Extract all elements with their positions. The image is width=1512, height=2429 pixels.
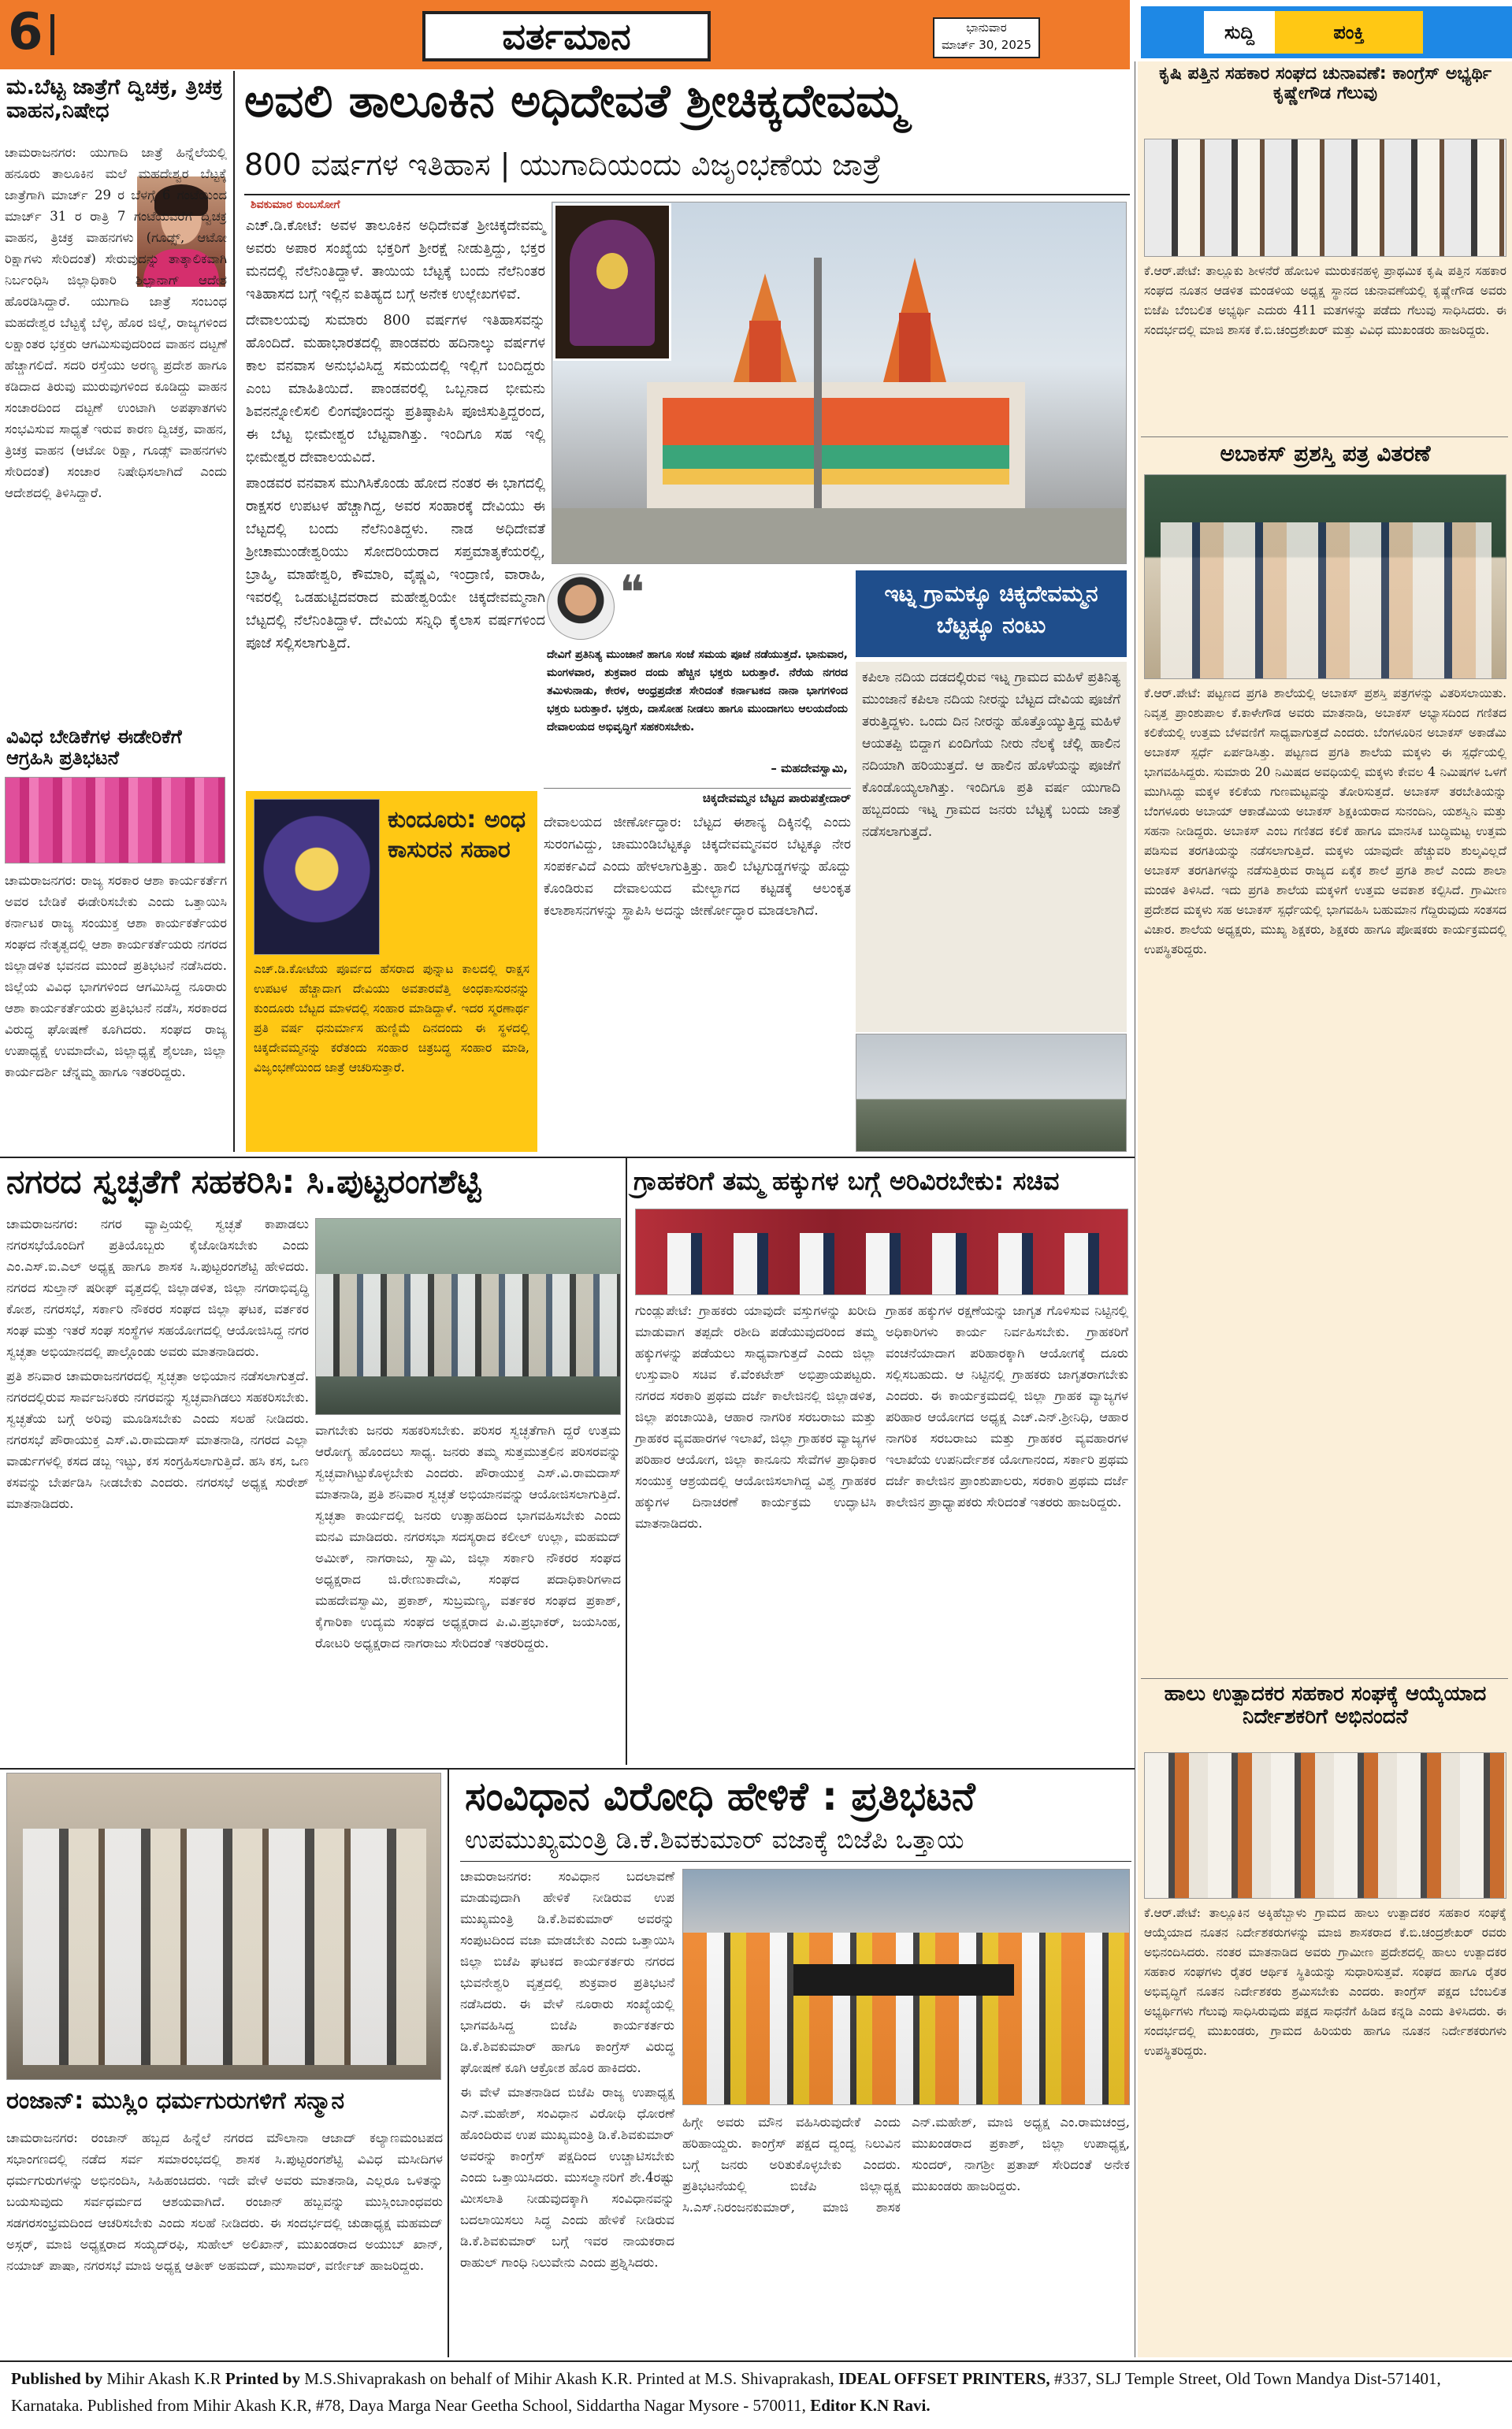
protesters-shape — [683, 1933, 1130, 2105]
clean-city-headline: ನಗರದ ಸ್ವಚ್ಛತೆಗೆ ಸಹಕರಿಸಿ: ಸಿ.ಪುಟ್ಟರಂಗಶೆಟ್ಟಿ — [6, 1162, 481, 1201]
sidebar-story1-text: ಕೆ.ಆರ್.ಪೇಟೆ: ತಾಲ್ಲೂಕು ಶೀಳನೆರೆ ಹೋಬಳಿ ಮುರುಕನಹಳ್ಳಿ ಪ್ರಾಥಮಿಕ ಕೃಷಿ ಪತ್ತಿನ ಸಹಕಾರ ಸಂಘದ ನೂತನ ಆಡಳಿತ ಮಂಡಳಿಯ ಅಧ್ಯಕ್ಷ ಸ್ಥಾನದ ಚುನಾವಣೆಯಲ್ಲಿ ಕೃಷ್ಣೇಗೌಡ ಅವರು ಬಿಜೆಪಿ ಬೆಂಬಲಿತ ಅಭ್ಯರ್ಥಿ ಎದುರು 411 ಮತಗಳನ್ನು ಪಡೆದು ಗೆಲುವು ಸಾಧಿಸಿದರು. ಈ ಸಂದರ್ಭದಲ್ಲಿ ಮಾಜಿ ಶಾಸಕ ಕೆ.ಬಿ.ಚಂದ್ರಶೇಖರ್ ಮತ್ತು ವಿವಿಧ ಮುಖಂಡರು ಹಾಜರಿದ್ದರು. — [1144, 264, 1506, 337]
pull-quote-caption: ಚಿಕ್ಕದೇವಮ್ಮನ ಬೆಟ್ಟದ ಪಾರುಪತ್ತೇದಾರ್ — [702, 791, 851, 805]
clean-city-text-col1 — [6, 1213, 309, 1765]
divider — [1141, 1678, 1508, 1679]
constitution-headline: ಸಂವಿಧಾನ ವಿರೋಧಿ ಹೇಳಿಕೆ : ಪ್ರತಿಭಟನೆ — [465, 1773, 975, 1819]
quote-mark-icon: ❝ — [619, 570, 645, 621]
issue-day: ಭಾನುವಾರ — [966, 20, 1007, 35]
sidebar-story2-text: ಕೆ.ಆರ್.ಪೇಟೆ: ಪಟ್ಟಣದ ಪ್ರಗತಿ ಶಾಲೆಯಲ್ಲಿ ಅಬಾಕಸ್ ಪ್ರಶಸ್ತಿ ಪತ್ರಗಳನ್ನು ವಿತರಿಸಲಾಯಿತು. ನಿವೃತ್ತ ಪ್ರಾಂಶುಪಾಲ ಕೆ.ಕಾಳೇಗೌಡ ಅವರು ಮಾತನಾಡಿ, ಅಬಾಕಸ್ ಅಭ್ಯಾಸದಿಂದ ಗಣಿತದ ಕಲಿಕೆಯಲ್ಲಿ ಉತ್ತಮ ಬೆಳವಣಿಗೆ ಸಾಧ್ಯವಾಗುತ್ತದೆ ಎಂದರು. ಬೆಂಗಳೂರಿನ ಅಬಾಕಸ್ ಅಕಾಡೆಮಿ ಅಬಾಕಸ್ ಸ್ಪರ್ಧೆ ಏರ್ಪಡಿಸಿತ್ತು. ಪಟ್ಟಣದ ಪ್ರಗತಿ ಶಾಲೆಯ ಮಕ್ಕಳು ಈ ಸ್ಪರ್ಧೆಯಲ್ಲಿ ಭಾಗವಹಿಸಿದ್ದರು. ಸುಮಾರು 20 ನಿಮಿಷದ ಅವಧಿಯಲ್ಲಿ ಮಕ್ಕಳು ಕೇವಲ 4 ನಿಮಿಷಗಳ ಒಳಗೆ ಮುಗಿಸಿದ್ದು ಮಕ್ಕಳ ಕಲಿಕೆಯ ಗುಣಮಟ್ಟವನ್ನು ತೋರಿಸುತ್ತದೆ. ಅಬಾಕಸ್ ತರಬೇತಿಯನ್ನು ಬೆಂಗಳೂರು ಅಬಾಯ್ ಆಕಾಡೆಮಿಯ ಅಬಾಕಸ್ ಶಿಕ್ಷಕಿಯರಾದ ಸುನಂದಿನಿ, ಯಶಸ್ವಿನಿ ಮತ್ತು ಸಹನಾ ನೀಡಿದ್ದರು. ಅಬಾಕಸ್ ಎಂಬ ಗಣಿತದ ಕಲಿಕೆ ಹಾಗೂ ಮಾನಸಿಕ ಬುದ್ಧಿಮಟ್ಟ ಉತ್ತಮ ಪಡಿಸುವ ತರಗತಿಯನ್ನು ನಡೆಸಲಾಗುತ್ತಿದೆ. ಮಕ್ಕಳು ಯಾವುದೇ ಹೆಚ್ಚುವರಿ ಶುಲ್ಕವಿಲ್ಲದೆ ಅಬಾಕಸ್ ತರಗತಿಗಳನ್ನು ನಡೆಸುತ್ತಿರುವ ರಾಜ್ಯದ ಏಕೈಕ ಶಾಲೆ ಪ್ರಗತಿ ಶಾಲೆ ಎಂದು ಶಾಲಾ ಮಂಡಳಿ ತಿಳಿಸಿದೆ. ಇದು ಪ್ರಗತಿ ಶಾಲೆಯ ಮಕ್ಕಳಿಗೆ ಉತ್ತಮ ಅವಕಾಶ ಕಲ್ಪಿಸಿದೆ. ಗ್ರಾಮೀಣ ಪ್ರದೇಶದ ಮಕ್ಕಳು ಸಹ ಅಬಾಕಸ್ ಸ್ಪರ್ಧೆಯಲ್ಲಿ ಭಾಗವಹಿಸಿ ಬಹುಮಾನ ಗೆದ್ದಿರುವುದು ಸಂತಸದ ವಿಚಾರ. ಶಾಲೆಯ ಅಧ್ಯಕ್ಷರು, ಮುಖ್ಯ ಶಿಕ್ಷಕರು, ಶಿಕ್ಷಕರು ಹಾಗೂ ಪೋಷಕರು ಕಾರ್ಯಕ್ರಮದಲ್ಲಿ ಉಪಸ್ಥಿತರಿದ್ದರು. — [1144, 686, 1506, 956]
footer-printer: IDEAL OFFSET PRINTERS, — [838, 2369, 1050, 2388]
consumer-text-col1: ಗುಂಡ್ಲುಪೇಟೆ: ಗ್ರಾಹಕರು ಯಾವುದೇ ವಸ್ತುಗಳನ್ನು ಖರೀದಿ ಮಾಡುವಾಗ ತಪ್ಪದೇ ರಶೀದಿ ಪಡೆಯುವುದರಿಂದ ತಮ್ಮ ಹಕ್ಕುಗಳನ್ನು ಪಡೆಯಲು ಸಾಧ್ಯವಾಗುತ್ತದೆ ಎಂದು ಜಿಲ್ಲಾ ಉಸ್ತುವಾರಿ ಸಚಿವ ಕೆ.ವೆಂಕಟೇಶ್ ಅಭಿಪ್ರಾಯಪಟ್ಟರು. ನಗರದ ಸರಕಾರಿ ಪ್ರಥಮ ದರ್ಜೆ ಕಾಲೇಜಿನಲ್ಲಿ ಜಿಲ್ಲಾಡಳಿತ, ಜಿಲ್ಲಾ ಪಂಚಾಯಿತಿ, ಆಹಾರ ನಾಗರಿಕ ಸರಬರಾಜು ಮತ್ತು ಗ್ರಾಹಕರ ವ್ಯವಹಾರಗಳ ಇಲಾಖೆ, ಜಿಲ್ಲಾ ಗ್ರಾಹಕರ ವ್ಯಾಜ್ಯಗಳ ಪರಿಹಾರ ಆಯೋಗ, ಜಿಲ್ಲಾ ಕಾನೂನು ಸೇವೆಗಳ ಪ್ರಾಧಿಕಾರ ಸಂಯುಕ್ತ ಆಶ್ರಯದಲ್ಲಿ ಆಯೋಜಿಸಲಾಗಿದ್ದ ವಿಶ್ವ ಗ್ರಾಹಕರ ಹಕ್ಕುಗಳ ದಿನಾಚರಣೆ ಕಾರ್ಯಕ್ರಮ ಉದ್ಘಾಟಿಸಿ ಮಾತನಾಡಿದರು. — [635, 1303, 876, 1531]
election-winners-photo — [1144, 139, 1506, 257]
masthead-bar — [0, 0, 1130, 69]
village-box-text: ಕಪಿಲಾ ನದಿಯ ದಡದಲ್ಲಿರುವ ಇಟ್ನ ಗ್ರಾಮದ ಮಹಿಳೆ ಪ್ರತಿನಿತ್ಯ ಮುಂಜಾನೆ ಕಪಿಲಾ ನದಿಯ ನೀರನ್ನು ಬೆಟ್ಟದ ದೇವಿಯ ಪೂಜೆಗೆ ತರುತ್ತಿದ್ದಳು. ಒಂದು ದಿನ ನೀರನ್ನು ಹೊತ್ತೊಯ್ಯುತ್ತಿದ್ದ ಮಹಿಳೆ ಆಯತಪ್ಪಿ ಬಿದ್ದಾಗ ಏಂದಿಗೆಯ ನೀರು ನೆಲಕ್ಕೆ ಚೆಲ್ಲಿ ಹಾಲಿನ ನದಿಯಾಗಿ ಹರಿಯುತ್ತದೆ. ಆ ಹಾಲಿನ ಹೊಳೆಯನ್ನು ಪೂಜೆಗೆ ಕೊಂಡೊಯ್ಯಲಾಗಿತ್ತು. ಇಂದಿಗೂ ಪ್ರತಿ ವರ್ಷ ಯುಗಾದಿ ಹಬ್ಬದಂದು ಇಟ್ನ ಗ್ರಾಮದ ಜನರು ಬೆಟ್ಟಕ್ಕೆ ಬಂದು ಜಾತ್ರೆ ನಡೆಸಲಾಗುತ್ತದೆ. — [856, 662, 1127, 1032]
sidebar-title-word1: ಸುದ್ದಿ — [1224, 21, 1255, 43]
clean-city-para1: ಚಾಮರಾಜನಗರ: ನಗರ ವ್ಯಾಪ್ತಿಯಲ್ಲಿ ಸ್ವಚ್ಛತೆ ಕಾಪಾಡಲು ನಗರಸಭೆಯೊಂದಿಗೆ ಪ್ರತಿಯೊಬ್ಬರು ಕೈಜೋಡಿಸಬೇಕು ಎಂದು ಎಂ.ಎಸ್.ಐ.ಎಲ್ ಅಧ್ಯಕ್ಷ ಹಾಗೂ ಶಾಸಕ ಸಿ.ಪುಟ್ಟರಂಗಶೆಟ್ಟಿ ಹೇಳಿದರು. ನಗರದ ಸುಲ್ತಾನ್ ಷರೀಫ್ ವೃತ್ತದಲ್ಲಿ ಜಿಲ್ಲಾಡಳಿತ, ಜಿಲ್ಲಾ ನಗರಾಭಿವೃದ್ಧಿ ಕೋಶ, ನಗರಸಭೆ, ಸರ್ಕಾರಿ ನೌಕರರ ಸಂಘದ ಜಿಲ್ಲಾ ಘಟಕ, ವರ್ತಕರ ಸಂಘ ಮತ್ತು ಇತರೆ ಸಂಘ ಸಂಸ್ಥೆಗಳ ಸಹಯೋಗದಲ್ಲಿ ಆಯೋಜಿಸಿದ್ದ ನಗರ ಸ್ವಚ್ಛತಾ ಅಭಿಯಾನದಲ್ಲಿ ಪಾಲ್ಗೊಂಡು ಅವರು ಮಾತನಾಡಿದರು. — [6, 1216, 309, 1359]
issue-date: ಮಾರ್ಚ್ 30, 2025 — [941, 38, 1031, 52]
abacus-award-photo — [1144, 474, 1506, 679]
footer-editor: Editor K.N Ravi. — [810, 2396, 931, 2415]
consumer-headline: ಗ್ರಾಹಕರಿಗೆ ತಮ್ಮ ಹಕ್ಕುಗಳ ಬಗ್ಗೆ ಅರಿವಿರಬೇಕು: ಸಚಿವ — [633, 1166, 1060, 1196]
constitution-para2: ಈ ವೇಳೆ ಮಾತನಾಡಿದ ಬಿಜೆಪಿ ರಾಜ್ಯ ಉಪಾಧ್ಯಕ್ಷ ಎನ್.ಮಹೇಶ್, ಸಂವಿಧಾನ ವಿರೋಧಿ ಧೋರಣೆ ಹೊಂದಿರುವ ಉಪ ಮುಖ್ಯಮಂತ್ರಿ ಡಿ.ಕೆ.ಶಿವಕುಮಾರ್ ಅವರನ್ನು ಕಾಂಗ್ರೆಸ್ ಪಕ್ಷದಿಂದ ಉಚ್ಚಾಟಿಸಬೇಕು ಎಂದು ಒತ್ತಾಯಿಸಿದರು. ಮುಸಲ್ಮಾನರಿಗೆ ಶೇ.4ರಷ್ಟು ಮೀಸಲಾತಿ ನೀಡುವುದಕ್ಕಾಗಿ ಸಂವಿಧಾನವನ್ನು ಬದಲಾಯಿಸಲು ಸಿದ್ಧ ಎಂದು ಹೇಳಿಕೆ ನೀಡಿರುವ ಡಿ.ಕೆ.ಶಿವಕುಮಾರ್ ಬಗ್ಗೆ ಇವರ ನಾಯಕರಾದ ರಾಹುಲ್ ಗಾಂಧಿ ನಿಲುವೇನು ಎಂದು ಪ್ರಶ್ನಿಸಿದರು. — [460, 2085, 674, 2270]
goddess-idol-photo — [553, 203, 671, 361]
pull-quote-box — [544, 570, 851, 788]
constitution-para1: ಚಾಮರಾಜನಗರ: ಸಂವಿಧಾನ ಬದಲಾವಣೆ ಮಾಡುವುದಾಗಿ ಹೇಳಿಕೆ ನೀಡಿರುವ ಉಪ ಮುಖ್ಯಮಂತ್ರಿ ಡಿ.ಕೆ.ಶಿವಕುಮಾರ್ ಅವರನ್ನು ಸಂಪುಟದಿಂದ ವಜಾ ಮಾಡಬೇಕು ಎಂದು ಒತ್ತಾಯಿಸಿ ಜಿಲ್ಲಾ ಬಿಜೆಪಿ ಘಟಕದ ಕಾರ್ಯಕರ್ತರು ನಗರದ ಭುವನೇಶ್ವರಿ ವೃತ್ತದಲ್ಲಿ ಶುಕ್ರವಾರ ಪ್ರತಿಭಟನೆ ನಡೆಸಿದರು. ಈ ವೇಳೆ ನೂರಾರು ಸಂಖ್ಯೆಯಲ್ಲಿ ಭಾಗವಹಿಸಿದ್ದ ಬಿಜೆಪಿ ಕಾರ್ಯಕರ್ತರು ಡಿ.ಕೆ.ಶಿವಕುಮಾರ್ ಹಾಗೂ ಕಾಂಗ್ರೆಸ್ ವಿರುದ್ಧ ಘೋಷಣೆ ಕೂಗಿ ಆಕ್ರೋಶ ಹೊರ ಹಾಕಿದರು. — [460, 1869, 674, 2075]
divider — [233, 71, 235, 1152]
lead-subhead-bar — [244, 140, 1127, 192]
kundur-box — [246, 791, 537, 1152]
pull-quote-text: ದೇವಿಗೆ ಪ್ರತಿನಿತ್ಯ ಮುಂಜಾನೆ ಹಾಗೂ ಸಂಜೆ ಸಮಯ ಪೂಜೆ ನಡೆಯುತ್ತದೆ. ಭಾನುವಾರ, ಮಂಗಳವಾರ, ಶುಕ್ರವಾರ ದಂದು ಹೆಚ್ಚಿನ ಭಕ್ತರು ಬರುತ್ತಾರೆ. ನೆರೆಯ ನಗರದ ತಮಿಳುನಾಡು, ಕೇರಳ, ಆಂಧ್ರಪ್ರದೇಶ ಸೇರಿದಂತೆ ಕರ್ನಾಟಕದ ನಾನಾ ಭಾಗಗಳಿಂದ ಭಕ್ತರು ಬರುತ್ತಾರೆ. ಭಕ್ತರು, ದಾಸೋಹ ನೀಡಲು ಹಾಗೂ ಮುಂದಾಗಲು ಆಲಯದೆಂದು ದೇವಾಲಯದ ಅಭಿವೃದ್ಧಿಗೆ ಸಹಕರಿಸಬೇಕು. — [547, 648, 848, 734]
ramzan-headline: ರಂಜಾನ್: ಮುಸ್ಲಿಂ ಧರ್ಮಗುರುಗಳಿಗೆ ಸನ್ಮಾನ — [6, 2087, 345, 2115]
village-box-title — [856, 570, 1127, 657]
footer-published-label: Published by — [11, 2369, 103, 2388]
footer-text-a: M.S.Shivaprakash on behalf of Mihir Akash K.R. Printed at M.S. Shivaprakash, — [304, 2369, 834, 2388]
idol-face-shape — [596, 253, 628, 289]
divider — [544, 788, 851, 789]
footer-text-b: #337, SLJ Temple Street, Old Town Mandya Dist-571401, Karnataka. Published from Mihir Akash K.R, #78, Daya Marga Near Geetha School, Siddartha Nagar Mysore - 570011, — [11, 2369, 1441, 2415]
constitution-subhead: ಉಪಮುಖ್ಯಮಂತ್ರಿ ಡಿ.ಕೆ.ಶಿವಕುಮಾರ್ ವಜಾಕ್ಕೆ ಬಿಜೆಪಿ ಒತ್ತಾಯ — [465, 1825, 964, 1855]
protest-women-photo — [5, 777, 225, 864]
sidebar-story1-headline: ಕೃಷಿ ಪತ್ತಿನ ಸಹಕಾರ ಸಂಘದ ಚುನಾವಣೆ: ಕಾಂಗ್ರೆಸ್ ಅಭ್ಯರ್ಥಿ ಕೃಷ್ಣೇಗೌಡ ಗೆಲುವು — [1158, 64, 1492, 103]
lead-para1: ಎಚ್.ಡಿ.ಕೋಟೆ: ಅವಳ ತಾಲೂಕಿನ ಅಧಿದೇವತೆ ಶ್ರೀಚಿಕ್ಕದೇವಮ್ಮ ಅವರು ಅಪಾರ ಸಂಖ್ಯೆಯ ಭಕ್ತರಿಗೆ ಶ್ರೀರಕ್ಷೆ ನೀಡುತ್ತಿದ್ದು, ಭಕ್ತರ ಮನದಲ್ಲಿ ನೆಲೆನಿಂತಿದ್ದಾಳೆ. ತಾಯಿಯ ಬೆಟ್ಟಕ್ಕೆ ಬಂದು ನೆಲೆನಿಂತರ ಇತಿಹಾಸದ ಬಗ್ಗೆ ಇಲ್ಲಿನ ಐತಿಹ್ಯದ ಬಗ್ಗೆ ಅನೇಕ ಉಲ್ಲೇಖಗಳಿವೆ. — [246, 217, 545, 303]
lead-body-col2 — [544, 812, 851, 1152]
sidebar-story3-headline: ಹಾಲು ಉತ್ಪಾದಕರ ಸಹಕಾರ ಸಂಘಕ್ಕೆ ಆಯ್ಕೆಯಾದ ನಿರ್ದೇಶಕರಿಗೆ ಅಭಿನಂದನೆ — [1164, 1682, 1487, 1729]
divider — [460, 1861, 1131, 1862]
left-story-text: ಚಾಮರಾಜನಗರ: ಯುಗಾದಿ ಜಾತ್ರೆ ಹಿನ್ನೆಲೆಯಲ್ಲಿ ಹನೂರು ತಾಲೂಕಿನ ಮಲೆ ಮಹದೇಶ್ವರ ಬೆಟ್ಟಕ್ಕೆ ಜಾತ್ರೆಗಾಗಿ ಮಾರ್ಚ್ 29 ರ ಬೆಳಗ್ಗೆ 6 ಗಂಟೆಯಿಂದ ಮಾರ್ಚ್ 31 ರ ರಾತ್ರಿ 7 ಗಂಟೆಯವರೆಗೆ ದ್ವಿಚಕ್ರ ವಾಹನ, ತ್ರಿಚಕ್ರ ವಾಹನಗಳು (ಗೂಡ್ಸ್, ಆಟೋ ರಿಕ್ಷಾಗಳು ಸೇರಿದಂತೆ) ಸೇರುವುದನ್ನು ತಾತ್ಕಾಲಿಕವಾಗಿ ನಿರ್ಬಂಧಿಸಿ ಜಿಲ್ಲಾಧಿಕಾರಿ ಶಿಲ್ಪಾನಾಗ್ ಆದೇಶ ಹೊರಡಿಸಿದ್ದಾರೆ. ಯುಗಾದಿ ಜಾತ್ರೆ ಸಂಬಂಧ ಮಹದೇಶ್ವರ ಬೆಟ್ಟಕ್ಕೆ ಬೆಳ್ಳಿ, ಹೊರ ಜಿಲ್ಲೆ, ರಾಜ್ಯಗಳಿಂದ ಲಕ್ಷಾಂತರ ಭಕ್ತರು ಆಗಮಿಸುವುದರಿಂದ ವಾಹನ ದಟ್ಟಣೆ ಹೆಚ್ಚಾಗಲಿದೆ. ಸದರಿ ರಸ್ತೆಯು ಅರಣ್ಯ ಪ್ರದೇಶ ಹಾಗೂ ಕಡಿದಾದ ತಿರುವು ಮುರುವುಗಳಿಂದ ಕೂಡಿದ್ದು ವಾಹನ ಸಂಚಾರದಿಂದ ದಟ್ಟಣೆ ಉಂಟಾಗಿ ಅಪಘಾತಗಳು ಸಂಭವಿಸುವ ಸಾಧ್ಯತೆ ಇರುವ ಕಾರಣ ದ್ವಿಚಕ್ರ, ವಾಹನ, ತ್ರಿಚಕ್ರ ವಾಹನ (ಆಟೋ ರಿಕ್ಷಾ, ಗೂಡ್ಸ್ ವಾಹನಗಳು ಸೇರಿದಂತೆ) ಸಂಚಾರ ನಿಷೇಧಿಸಲಾಗಿದೆ ಎಂದು ಆದೇಶದಲ್ಲಿ ತಿಳಿಸಿದ್ದಾರೆ. — [5, 145, 227, 500]
right-sidebar — [1138, 61, 1512, 2357]
masthead-ornament — [50, 14, 54, 55]
village-box-title-text: ಇಟ್ನ ಗ್ರಾಮಕ್ಕೂ ಚಿಕ್ಕದೇವಮ್ಮನ ಬೆಟ್ಟಕ್ಕೂ ನಂಟು — [884, 581, 1098, 638]
sidebar-title-word2: ಪಂಕ್ತಿ — [1275, 11, 1423, 54]
consumer-event-photo — [635, 1209, 1128, 1295]
sidebar-story3-text: ಕೆ.ಆರ್.ಪೇಟೆ: ತಾಲ್ಲೂಕಿನ ಅಕ್ಕಿಹೆಬ್ಬಾಳು ಗ್ರಾಮದ ಹಾಲು ಉತ್ಪಾದಕರ ಸಹಕಾರ ಸಂಘಕ್ಕೆ ಆಯ್ಕೆಯಾದ ನೂತನ ನಿರ್ದೇಶಕರುಗಳನ್ನು ಮಾಜಿ ಶಾಸಕರಾದ ಕೆ.ಬಿ.ಚಂದ್ರಶೇಖರ್ ರವರು ಅಭಿನಂದಿಸಿದರು. ನಂತರ ಮಾತನಾಡಿದ ಅವರು ಗ್ರಾಮೀಣ ಪ್ರದೇಶದಲ್ಲಿ ಹಾಲು ಉತ್ಪಾದಕರ ಸಹಕಾರ ಸಂಘಗಳು ರೈತರ ಆರ್ಥಿಕ ಸ್ಥಿತಿಯನ್ನು ಸುಧಾರಿಸುತ್ತವೆ. ಸಂಘದ ಹಾಗೂ ರೈತರ ಅಭಿವೃದ್ಧಿಗೆ ನೂತನ ನಿರ್ದೇಶಕರು ಶ್ರಮಿಸಬೇಕು ಎಂದರು. ಕಾಂಗ್ರೆಸ್ ಪಕ್ಷದ ಬೆಂಬಲಿತ ಅಭ್ಯರ್ಥಿಗಳು ಗೆಲುವು ಸಾಧಿಸಿರುವುದು ಪಕ್ಷದ ಸಾಧನೆಗೆ ಹಿಡಿದ ಕನ್ನಡಿ ಎಂದು ತಿಳಿಸಿದರು. ಈ ಸಂದರ್ಭದಲ್ಲಿ ಮುಖಂಡರು, ಗ್ರಾಮದ ಹಿರಿಯರು ಹಾಗೂ ನೂತನ ನಿರ್ದೇಶಕರುಗಳು ಉಪಸ್ಥಿತರಿದ್ದರು. — [1144, 1906, 1506, 2058]
lead-byline: ಶಿವಕುಮಾರ ಕುಂಬಸೋಗೆ — [251, 199, 340, 211]
lead-headline: ಅವಲಿ ತಾಲೂಕಿನ ಅಧಿದೇವತೆ ಶ್ರೀಚಿಕ್ಕದೇವಮ್ಮ — [244, 74, 906, 128]
left-story2-headline: ವಿವಿಧ ಬೇಡಿಕೆಗಳ ಈಡೇರಿಕೆಗೆ ಆಗ್ರಹಿಸಿ ಪ್ರತಿಭಟನೆ — [6, 726, 182, 769]
constitution-text-col2: ಹಿಗ್ಗೇ ಅವರು ಮೌನ ವಹಿಸಿರುವುದೇಕೆ ಎಂದು ಹರಿಹಾಯ್ದರು. ಕಾಂಗ್ರೆಸ್ ಪಕ್ಷದ ದ್ವಂದ್ವ ನಿಲುವಿನ ಬಗ್ಗೆ ಜನರು ಅರಿತುಕೊಳ್ಳಬೇಕು ಎಂದರು. ಪ್ರತಿಭಟನೆಯಲ್ಲಿ ಬಿಜೆಪಿ ಜಿಲ್ಲಾಧ್ಯಕ್ಷ ಸಿ.ಎಸ್.ನಿರಂಜನಕುಮಾರ್, ಮಾಜಿ ಶಾಸಕ ಎನ್.ಮಹೇಶ್, ಮಾಜಿ ಅಧ್ಯಕ್ಷ ಎಂ.ರಾಮಚಂದ್ರ, ಮುಖಂಡರಾದ ಪ್ರಕಾಶ್, ಜಿಲ್ಲಾ ಉಪಾಧ್ಯಕ್ಷ, ಸುಂದರ್, ನಾಗಶ್ರೀ ಪ್ರತಾಪ್ ಸೇರಿದಂತೆ ಅನೇಕ ಮುಖಂಡರು ಹಾಜರಿದ್ದರು. — [682, 2115, 1130, 2215]
divider — [626, 1158, 627, 1765]
date-plate — [933, 17, 1040, 58]
left-story2 — [5, 723, 228, 1155]
clean-city-text-col2: ವಾಗಬೇಕು ಜನರು ಸಹಕರಿಸಬೇಕು. ಪರಿಸರ ಸ್ವಚ್ಛತೆಗಾಗಿ ದ್ದರೆ ಉತ್ತಮ ಆರೋಗ್ಯ ಹೊಂದಲು ಸಾಧ್ಯ. ಜನರು ತಮ್ಮ ಸುತ್ತಮುತ್ತಲಿನ ಪರಿಸರವನ್ನು ಸ್ವಚ್ಛವಾಗಿಟ್ಟುಕೊಳ್ಳಬೇಕು ಎಂದರು. ಪೌರಾಯುಕ್ತ ಎಸ್.ವಿ.ರಾಮದಾಸ್ ಮಾತನಾಡಿ, ಪ್ರತಿ ಶನಿವಾರ ಸ್ವಚ್ಛತೆ ಅಭಿಯಾನವನ್ನು ಆಯೋಜಿಸಲಾಗುತ್ತಿದೆ. ಸ್ವಚ್ಛತಾ ಕಾರ್ಯದಲ್ಲಿ ಜನರು ಉತ್ಸಾಹದಿಂದ ಭಾಗವಹಿಸಬೇಕು ಎಂದು ಮನವಿ ಮಾಡಿದರು. ನಗರಸಭಾ ಸದಸ್ಯರಾದ ಕಲೀಲ್ ಉಲ್ಲಾ, ಮಹಮದ್ ಅಮೀಕ್, ನಾಗರಾಜು, ಸ್ವಾಮಿ, ಜಿಲ್ಲಾ ಸರ್ಕಾರಿ ನೌಕರರ ಸಂಘದ ಅಧ್ಯಕ್ಷರಾದ ಜಿ.ರೇಣುಕಾದೇವಿ, ಸಂಘದ ಪದಾಧಿಕಾರಿಗಳಾದ ಮಹದೇವಸ್ವಾಮಿ, ಪ್ರಕಾಶ್, ಸುಬ್ರಮಣ್ಯ, ವರ್ತಕರ ಸಂಘದ ಪ್ರಕಾಶ್, ಕೈಗಾರಿಕಾ ಉದ್ಯಮ ಸಂಘದ ಅಧ್ಯಕ್ಷರಾದ ಪಿ.ವಿ.ಪ್ರಭಾಕರ್, ಜಯಸಿಂಹ, ರೋಟರಿ ಅಧ್ಯಕ್ಷರಾದ ನಾಗರಾಜು ಸೇರಿದಂತೆ ಇತರರಿದ್ದರು. — [315, 1423, 621, 1651]
left-story-headline: ಮ.ಬೆಟ್ಟ ಜಾತ್ರೆಗೆ ದ್ವಿಚಕ್ರ, ತ್ರಿಚಕ್ರ ವಾಹನ,ನಿಷೇಧ — [6, 75, 223, 124]
footer-imprint — [11, 2365, 1500, 2425]
ramzan-felicitation-photo — [6, 1773, 441, 2080]
river-landscape-photo — [856, 1034, 1127, 1152]
ramzan-text: ಚಾಮರಾಜನಗರ: ರಂಜಾನ್ ಹಬ್ಬದ ಹಿನ್ನೆಲೆ ನಗರದ ಮೌಲಾನಾ ಆಜಾದ್ ಕಲ್ಯಾಣಮಂಟಪದ ಸಭಾಂಗಣದಲ್ಲಿ ನಡೆದ ಸರ್ವ ಸಮಾರಂಭದಲ್ಲಿ ಶಾಸಕ ಸಿ.ಪುಟ್ಟರಂಗಶೆಟ್ಟಿ ವಿವಿಧ ಮಸೀದಿಗಳ ಧರ್ಮಗುರುಗಳನ್ನು ಅಭಿನಂದಿಸಿ, ಸಿಹಿಹಂಚಿದರು. ಇದೇ ವೇಳೆ ಅವರು ಮಾತನಾಡಿ, ಎಲ್ಲರೂ ಒಳಿತನ್ನು ಬಯಸುವುದು ಸರ್ವಧರ್ಮದ ಆಶಯವಾಗಿದೆ. ರಂಜಾನ್ ಹಬ್ಬವನ್ನು ಮುಸ್ಲಿಂಬಾಂಧವರು ಸಡಗರಸಂಭ್ರಮದಿಂದ ಆಚರಿಸಬೇಕು ಎಂದು ಸಲಹೆ ನೀಡಿದರು. ಈ ಸಂದರ್ಭದಲ್ಲಿ ಚುಡಾಧ್ಯಕ್ಷ ಮಹಮದ್ ಅಸ್ಗರ್, ಮಾಜಿ ಅಧ್ಯಕ್ಷರಾದ ಸಯ್ಯದ್‌ರಫಿ, ಸುಹೇಲ್ ಅಲಿಖಾನ್, ಮುಖಂಡರಾದ ಅಯುಬ್ ಖಾನ್, ನಯಾಜ್ ಪಾಷಾ, ನಗರಸಭೆ ಮಾಜಿ ಅಧ್ಯಕ್ಷ ಆತೀಕ್ ಅಹಮದ್, ಮುಸಾವರ್, ವರ್ಣೀಜ್ ಹಾಜರಿದ್ದರು. — [6, 2130, 443, 2273]
pull-quote-name: – ಮಹದೇವಸ್ವಾಮಿ, — [771, 761, 848, 775]
clean-city-photo — [315, 1218, 621, 1415]
deity-photo — [254, 799, 380, 955]
paper-name-plate — [422, 11, 711, 61]
sidebar-title-box — [1204, 11, 1423, 54]
divider — [0, 2360, 1512, 2362]
lead-body-col1 — [246, 214, 545, 789]
left-story2-text: ಚಾಮರಾಜನಗರ: ರಾಜ್ಯ ಸರಕಾರ ಆಶಾ ಕಾರ್ಯಕರ್ತೆಗ ಅವರ ಬೇಡಿಕೆ ಈಡೇರಿಸಬೇಕು ಎಂದು ಒತ್ತಾಯಿಸಿ ಕರ್ನಾಟಕ ರಾಜ್ಯ ಸಂಯುಕ್ತ ಆಶಾ ಕಾರ್ಯಕರ್ತೆಯರ ಸಂಘದ ನೇತೃತ್ವದಲ್ಲಿ ಆಶಾ ಕಾರ್ಯಕರ್ತೆಯರು ನಗರದ ಜಿಲ್ಲಾಡಳಿತ ಭವನದ ಮುಂದೆ ಪ್ರತಿಭಟನೆ ನಡೆಸಿದರು. ಜಿಲ್ಲೆಯ ವಿವಿಧ ಭಾಗಗಳಿಂದ ಆಗಮಿಸಿದ್ದ ನೂರಾರು ಆಶಾ ಕಾರ್ಯಕರ್ತೆಯರು ಪ್ರತಿಭಟನೆ ನಡೆಸಿ, ಸರಕಾರದ ವಿರುದ್ಧ ಘೋಷಣೆ ಕೂಗಿದರು. ಸಂಘದ ರಾಜ್ಯ ಉಪಾಧ್ಯಕ್ಷೆ ಉಮಾದೇವಿ, ಜಿಲ್ಲಾಧ್ಯಕ್ಷೆ ಶೈಲಜಾ, ಜಿಲ್ಲಾ ಕಾರ್ಯದರ್ಶಿ ಚೆನ್ನಮ್ಮ ಹಾಗೂ ಇತರರಿದ್ದರು. — [5, 873, 227, 1079]
constitution-text-col1 — [460, 1866, 674, 2357]
crowd-shape — [316, 1274, 621, 1376]
paper-name: ವರ್ತಮಾನ — [502, 15, 631, 58]
award-people-shape — [1161, 522, 1492, 679]
kundur-box-title: ಕುಂದೂರು: ಅಂಧ ಕಾಸುರನ ಸಹಾರ — [388, 806, 526, 864]
protest-banner-shape — [793, 1964, 1014, 1996]
sidebar-story2-headline: ಅಬಾಕಸ್ ಪ್ರಶಸ್ತಿ ಪತ್ರ ವಿತರಣೆ — [1220, 440, 1431, 466]
lead-para2: ದೇವಾಲಯವು ಸುಮಾರು 800 ವರ್ಷಗಳ ಇತಿಹಾಸವನ್ನು ಹೊಂದಿದೆ. ಮಹಾಭಾರತದಲ್ಲಿ ಪಾಂಡವರು ಹದಿನಾಲ್ಕು ವರ್ಷಗಳ ಕಾಲ ವನವಾಸ ಅನುಭವಿಸಿದ್ದ ಸಮಯದಲ್ಲಿ ಇಲ್ಲಿಗೆ ಬಂದಿದ್ದರು ಎಂಬ ಮಾಹಿತಿಯಿದೆ. ಪಾಂಡವರಲ್ಲಿ ಒಬ್ಬನಾದ ಭೀಮನು ಶಿವನನ್ನೋಲಿಸಲಿ ಲಿಂಗವೊಂದನ್ನು ಪ್ರತಿಷ್ಠಾಪಿಸಿ ಪೂಜಿಸುತ್ತಿದ್ದರಂದ, ಈ ಬೆಟ್ಟ ಭೀಮೇಶ್ವರ ಬೆಟ್ಟವಾಗಿತ್ತು. ಇಂದಿಗೂ ಸಹ ಇಲ್ಲಿ ಭೀಮೇಶ್ವರ ದೇವಾಲಯವಿದೆ. — [246, 312, 545, 466]
kundur-box-text: ಎಚ್.ಡಿ.ಕೋಟೆಯ ಪೂರ್ವದ ಹೆಸರಾದ ಪುನ್ನಾಟ ಕಾಲದಲ್ಲಿ ರಾಕ್ಷಸ ಉಪಟಳ ಹೆಚ್ಚಾದಾಗ ದೇವಿಯು ಅವತಾರವೆತ್ತಿ ಅಂಧಕಾಸುರನನ್ನು ಕುಂದೂರು ಬೆಟ್ಟದ ಮಾಳದಲ್ಲಿ ಸಂಹಾರ ಮಾಡಿದ್ದಾಳೆ. ಇದರ ಸ್ಮರಣಾರ್ಥ ಪ್ರತಿ ವರ್ಷ ಧನುರ್ಮಾಸ ಹುಣ್ಣಿಮೆ ದಿನದಂದು ಈ ಸ್ಥಳದಲ್ಲಿ ಚಿಕ್ಕದೇವಮ್ಮನನ್ನು ಕರೆತಂದು ಸಂಹಾರ ಚಿತ್ರಬದ್ಧ ಸಂಹಾರ ಮಾಡಿ, ವಿಜೃಂಭಣೆಯಿಂದ ಜಾತ್ರೆ ಆಚರಿಸುತ್ತಾರೆ. — [254, 962, 529, 1075]
priest-portrait-photo — [547, 574, 615, 640]
footer-publisher: Mihir Akash K.R — [106, 2369, 221, 2388]
clean-city-para2: ಪ್ರತಿ ಶನಿವಾರ ಚಾಮರಾಜನಗರದಲ್ಲಿ ಸ್ವಚ್ಛತಾ ಅಭಿಯಾನ ನಡೆಸಲಾಗುತ್ತದೆ. ನಗರದಲ್ಲಿರುವ ಸಾರ್ವಜನಿಕರು ನಗರವನ್ನು ಸ್ವಚ್ಛವಾಗಿಡಲು ಸಹಕರಿಸಬೇಕು. ಸ್ವಚ್ಛತೆಯ ಬಗ್ಗೆ ಅರಿವು ಮೂಡಿಸಬೇಕು ಎಂದು ಸಲಹೆ ನೀಡಿದರು. ನಗರಸಭೆ ಪೌರಾಯುಕ್ತ ಎಸ್.ವಿ.ರಾಮದಾಸ್ ಮಾತನಾಡಿ, ನಗರದ ಎಲ್ಲಾ ವಾರ್ಡುಗಳಲ್ಲಿ ಕಸದ ಡಬ್ಬ ಇಟ್ಟು, ಕಸ ಸಂಗ್ರಹಿಸಲಾಗುತ್ತಿದೆ. ಹಸಿ ಕಸ, ಒಣ ಕಸವನ್ನು ಬೇರ್ಪಡಿಸಿ ನೀಡಬೇಕು ಎಂದರು. ನಗರಸಭೆ ಅಧ್ಯಕ್ಷ ಸುರೇಶ್ ಮಾತನಾಡಿದರು. — [6, 1369, 309, 1511]
consumer-text-col2: ಗ್ರಾಹಕ ಹಕ್ಕುಗಳ ರಕ್ಷಣೆಯನ್ನು ಜಾಗೃತ ಗೊಳಿಸುವ ನಿಟ್ಟಿನಲ್ಲಿ ಅಧಿಕಾರಿಗಳು ಕಾರ್ಯ ನಿರ್ವಹಿಸಬೇಕು. ಗ್ರಾಹಕರಿಗೆ ವಂಚನೆಯಾದಾಗ ಪರಿಹಾರಕ್ಕಾಗಿ ಆಯೋಗಕ್ಕೆ ದೂರು ಸಲ್ಲಿಸಬಹುದು. ಆ ನಿಟ್ಟಿನಲ್ಲಿ ಗ್ರಾಹಕರು ಜಾಗೃತರಾಗಬೇಕು ಎಂದರು. ಈ ಕಾರ್ಯಕ್ರಮದಲ್ಲಿ ಜಿಲ್ಲಾ ಗ್ರಾಹಕ ವ್ಯಾಜ್ಯಗಳ ಪರಿಹಾರ ಆಯೋಗದ ಅಧ್ಯಕ್ಷ ಎಚ್.ಎನ್.ಶ್ರೀನಿಧಿ, ಆಹಾರ ನಾಗರಿಕ ಸರಬರಾಜು ಮತ್ತು ಗ್ರಾಹಕರ ವ್ಯವಹಾರಗಳ ಇಲಾಖೆಯ ಉಪನಿರ್ದೇಶಕ ಯೋಗಾನಂದ, ಸರ್ಕಾರಿ ಪ್ರಥಮ ದರ್ಜೆ ಕಾಲೇಜಿನ ಪ್ರಾಂಶುಪಾಲರು, ಸರಕಾರಿ ಪ್ರಥಮ ದರ್ಜೆ ಕಾಲೇಜಿನ ಪ್ರಾಧ್ಯಾಪಕರು ಸೇರಿದಂತೆ ಇತರರು ಹಾಜರಿದ್ದರು. — [886, 1303, 1128, 1510]
lead-subhead: 800 ವರ್ಷಗಳ ಇತಿಹಾಸ | ಯುಗಾದಿಯಂದು ವಿಜೃಂಭಣೆಯ ಜಾತ್ರೆ — [244, 147, 882, 182]
divider — [244, 194, 1130, 195]
sidebar-title-bar — [1141, 6, 1512, 58]
bjp-protest-photo — [682, 1869, 1130, 2105]
divider — [0, 1157, 1135, 1158]
divider — [448, 1770, 449, 2357]
lead-para3: ಪಾಂಡವರ ವನವಾಸ ಮುಗಿಸಿಕೊಂಡು ಹೋದ ನಂತರ ಈ ಭಾಗದಲ್ಲಿ ರಾಕ್ಷಸರ ಉಪಟಳ ಹೆಚ್ಚಾಗಿದ್ದ, ಅವರ ಸಂಹಾರಕ್ಕೆ ದೇವಿಯು ಈ ಬೆಟ್ಟದಲ್ಲಿ ಬಂದು ನೆಲೆನಿಂತಿದ್ದಳು. ನಾಡ ಅಧಿದೇವತೆ ಶ್ರೀಚಾಮುಂಡೇಶ್ವರಿಯು ಸೋದರಿಯರಾದ ಸಪ್ತಮಾತೃಕೆಯರಲ್ಲಿ, ಬ್ರಾಹ್ಮಿ, ಮಾಹೇಶ್ವರಿ, ಕೌಮಾರಿ, ವೈಷ್ಣವಿ, ಇಂದ್ರಾಣಿ, ವಾರಾಹಿ, ಇವರಲ್ಲಿ ಒಡಹುಟ್ಟಿದವರಾದ ಮಹೇಶ್ವರಿಯೇ ಚಿಕ್ಕದೇವಮ್ಮನಾಗಿ ಬೆಟ್ಟದಲ್ಲಿ ನೆಲೆನಿಂತಿದ್ದಾಳೆ. ದೇವಿಯ ಸನ್ನಿಧಿ ಕೈಲಾಸ ವರ್ಷಗಳಿಂದ ಪೂಜೆ ಸಲ್ಲಿಸಲಾಗುತ್ತಿದೆ. — [246, 475, 545, 652]
clerics-group-shape — [23, 1829, 426, 2065]
divider — [1141, 436, 1508, 437]
officials-row-shape — [636, 1233, 1128, 1295]
page-number: 6 — [8, 3, 43, 61]
milk-society-photo — [1144, 1752, 1506, 1899]
lead-para4: ದೇವಾಲಯದ ಜೀರ್ಣೋದ್ಧಾರ: ಬೆಟ್ಟದ ಈಶಾನ್ಯ ದಿಕ್ಕಿನಲ್ಲಿ ಎಂದು ಸುರಂಗವಿದ್ದು, ಚಾಮುಂಡಿಬೆಟ್ಟಕ್ಕೂ ಚಿಕ್ಕದೇವಮ್ಮನವರ ಬೆಟ್ಟಕ್ಕೂ ನೇರ ಸಂಪರ್ಕವಿದೆ ಎಂದು ಹೇಳಲಾಗುತ್ತಿತ್ತು. ಹಾಲಿ ಬೆಟ್ಟಗುಡ್ಡಗಳನ್ನು ಹೊದ್ದು ಕೊಂಡಿರುವ ದೇವಾಲಯದ ಮೇಲ್ಭಾಗದ ಕಟ್ಟಡಕ್ಕೆ ಆಲಂಕೃತ ಕಲಾಶಾಸನಗಳನ್ನು ಸ್ಥಾಪಿಸಿ ಅದನ್ನು ಜೀರ್ಣೋದ್ಧಾರ ಮಾಡಲಾಗಿದೆ. — [544, 815, 851, 919]
divider — [0, 1768, 1135, 1770]
footer-printed-label: Printed by — [225, 2369, 300, 2388]
